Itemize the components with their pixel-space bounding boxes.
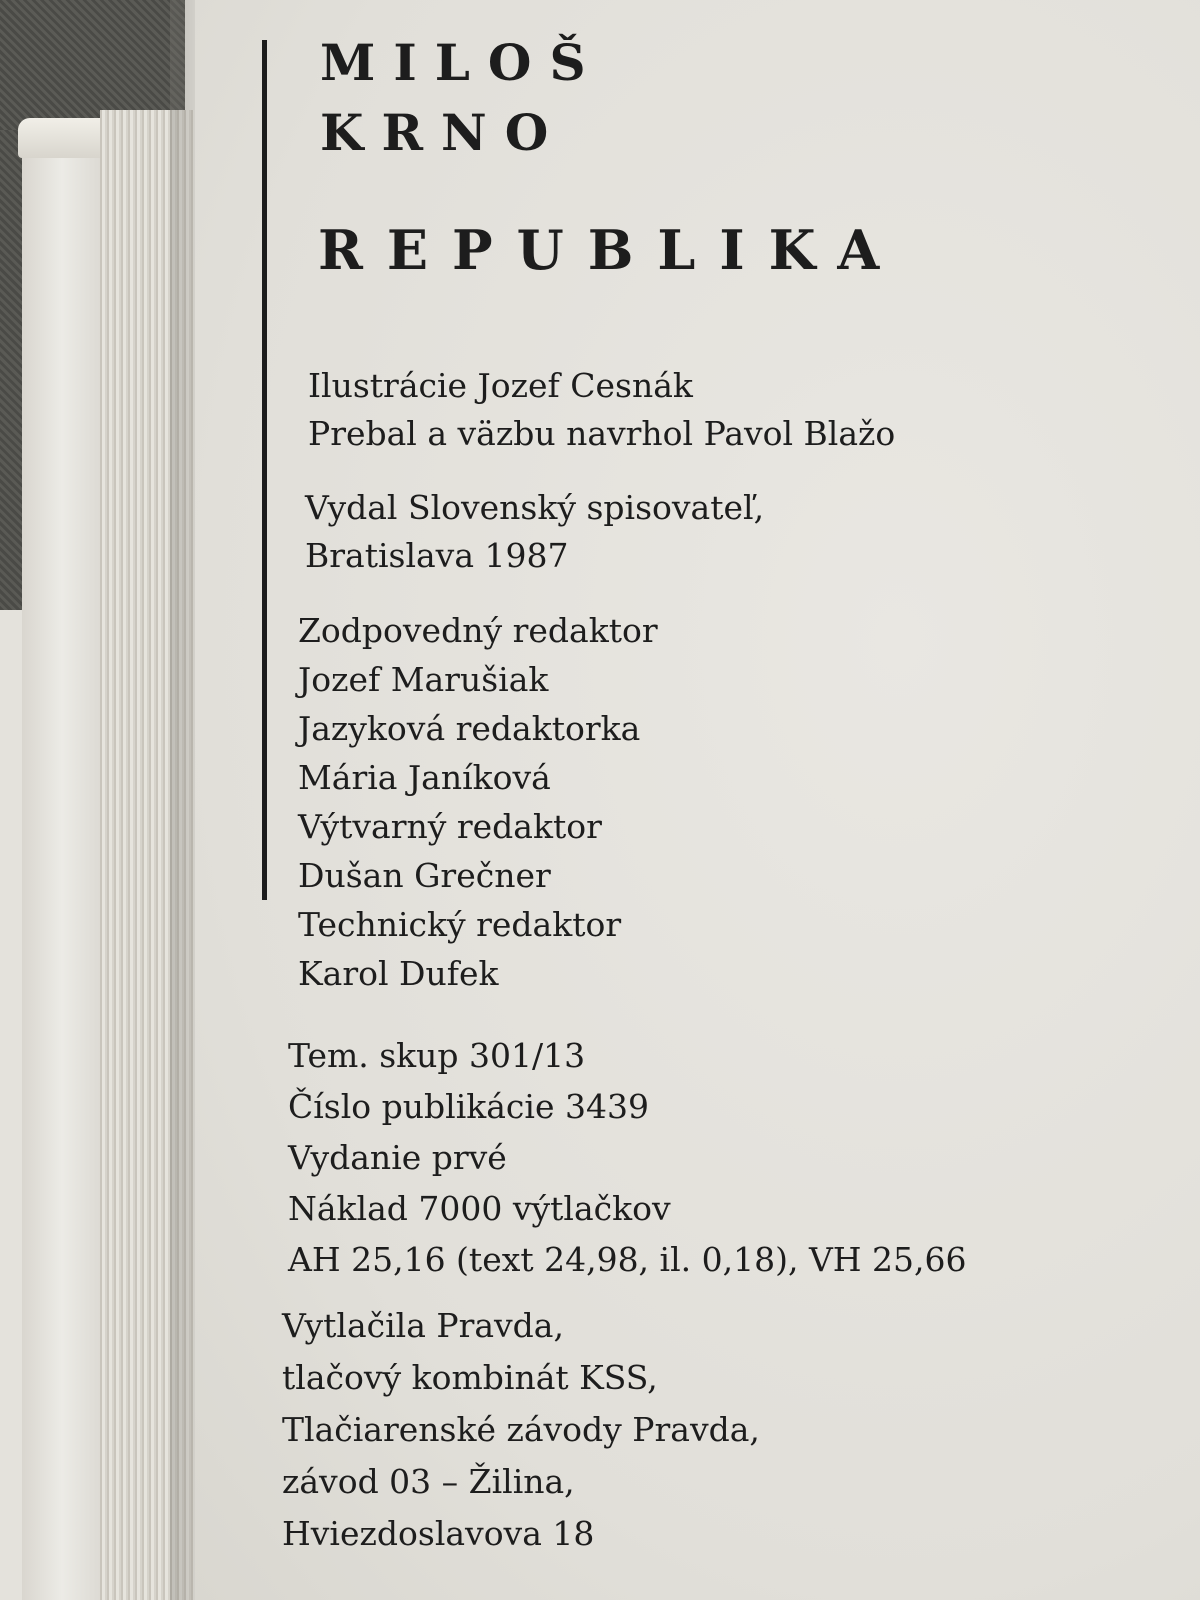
author-last-name: KRNO: [320, 103, 567, 162]
technical-line: AH 25,16 (text 24,98, il. 0,18), VH 25,66: [288, 1240, 967, 1279]
technical-line: Číslo publikácie 3439: [288, 1087, 649, 1126]
technical-data-block: [288, 1030, 967, 1285]
staff-line: Dušan Grečner: [298, 856, 551, 895]
staff-line: Výtvarný redaktor: [298, 807, 602, 846]
technical-line: Tem. skup 301/13: [288, 1036, 586, 1075]
staff-line: Jozef Marušiak: [298, 660, 549, 699]
staff-line: Mária Janíková: [298, 758, 551, 797]
publisher-line: Vydal Slovenský spisovateľ,: [305, 488, 765, 527]
author-first-name: MILOŠ: [320, 33, 604, 92]
book-title: REPUBLIKA: [318, 218, 904, 282]
book-cover-fabric-strip: [0, 130, 22, 610]
cover-credit: Prebal a väzbu navrhol Pavol Blažo: [308, 414, 896, 453]
staff-block: [298, 606, 658, 998]
printer-line: Tlačiarenské závody Pravda,: [282, 1410, 760, 1449]
technical-line: Náklad 7000 výtlačkov: [288, 1189, 671, 1228]
illustrations-credit: Ilustrácie Jozef Cesnák: [308, 366, 693, 405]
printer-line: závod 03 – Žilina,: [282, 1462, 575, 1501]
staff-line: Zodpovedný redaktor: [298, 611, 658, 650]
publisher-block: [305, 484, 764, 580]
credits-block: [308, 362, 895, 458]
technical-line: Vydanie prvé: [288, 1138, 507, 1177]
vertical-rule: [262, 40, 267, 900]
printer-line: tlačový kombinát KSS,: [282, 1358, 658, 1397]
author-name: [320, 28, 604, 168]
printer-line: Hviezdoslavova 18: [282, 1514, 595, 1553]
staff-line: Karol Dufek: [298, 954, 499, 993]
printer-block: [282, 1300, 760, 1560]
publisher-place-year: Bratislava 1987: [305, 536, 569, 575]
printer-line: Vytlačila Pravda,: [282, 1306, 564, 1345]
staff-line: Jazyková redaktorka: [298, 709, 641, 748]
staff-line: Technický redaktor: [298, 905, 622, 944]
